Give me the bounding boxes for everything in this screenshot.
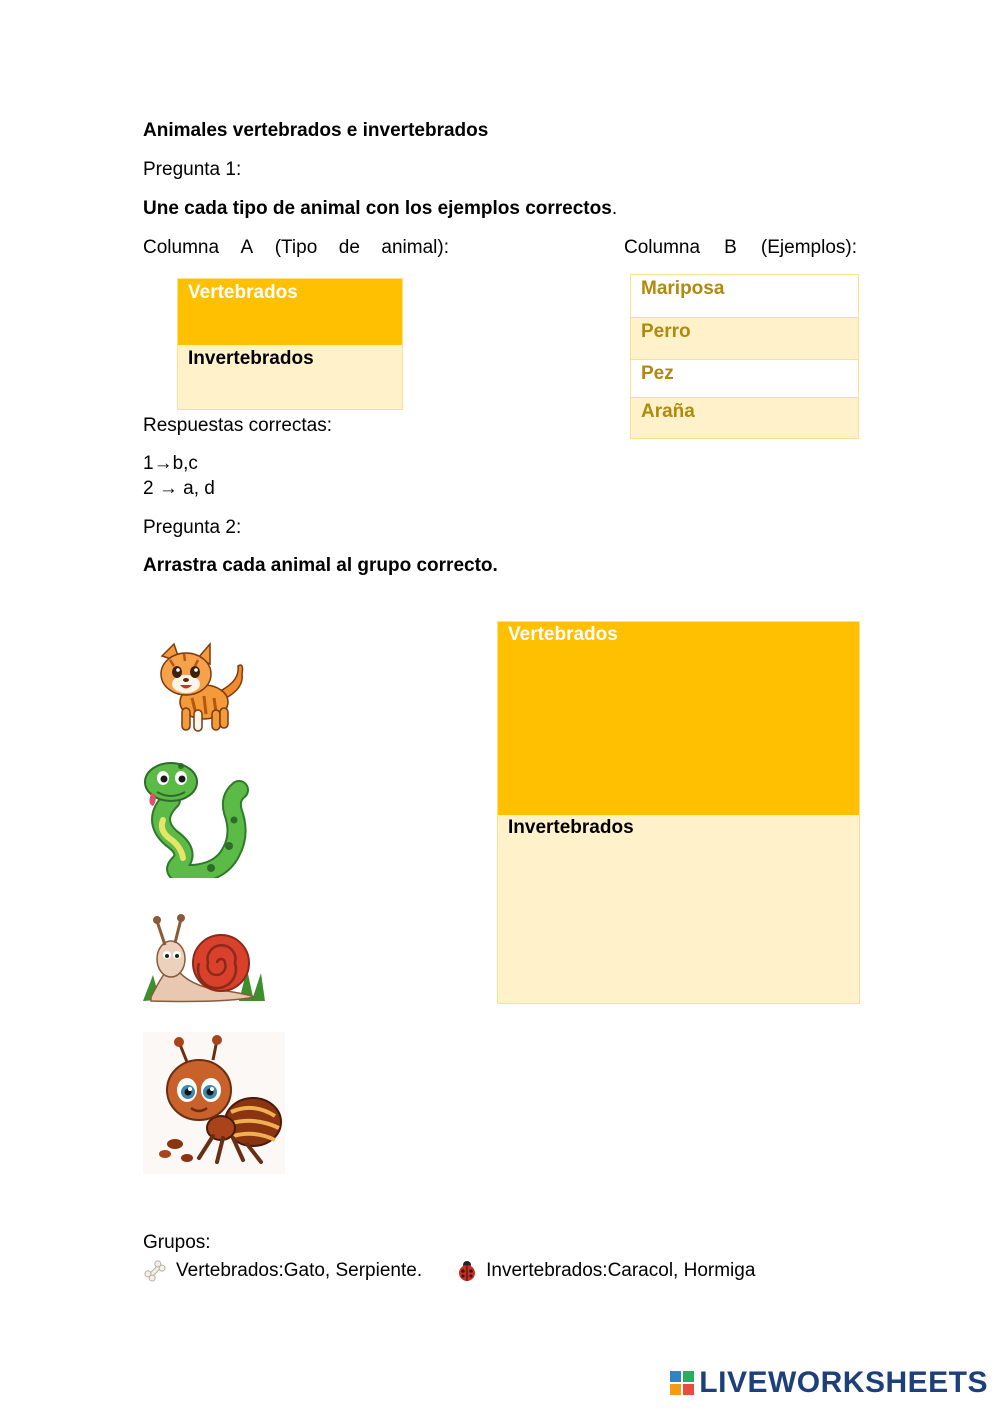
instruction-period: .	[611, 198, 618, 219]
cat-icon	[152, 640, 248, 736]
match-example-mariposa[interactable]: Mariposa	[631, 275, 858, 317]
ladybug-icon	[456, 1260, 478, 1282]
col-b-word: (Ejemplos):	[760, 237, 857, 258]
match-item-invertebrados[interactable]: Invertebrados	[178, 345, 402, 409]
col-b-word: Columna	[624, 237, 701, 258]
liveworksheets-logo	[669, 1366, 988, 1400]
group-vertebrados-text: Vertebrados:Gato, Serpiente.	[176, 1260, 423, 1281]
column-b-table	[630, 274, 859, 439]
col-a-word: A	[240, 237, 254, 258]
column-a-table	[177, 278, 403, 410]
logo-blocks-icon	[669, 1370, 695, 1396]
snake-image[interactable]	[141, 760, 253, 878]
answer-1: 1→b,c	[143, 453, 198, 474]
question-1-instruction	[143, 197, 617, 221]
drop-zone-container	[497, 621, 860, 1004]
ant-icon	[143, 1032, 285, 1174]
match-example-pez[interactable]: Pez	[631, 359, 858, 397]
answer-2: 2 → a, d	[143, 478, 215, 499]
question-1-label: Pregunta 1:	[143, 159, 242, 180]
ant-image[interactable]	[143, 1032, 285, 1174]
col-a-word: Columna	[143, 237, 220, 258]
column-b-heading	[624, 236, 857, 260]
group-invertebrados-text: Invertebrados:Caracol, Hormiga	[486, 1260, 756, 1281]
snail-image[interactable]	[143, 913, 265, 1003]
col-a-word: (Tipo	[274, 237, 318, 258]
question-2-instruction: Arrastra cada animal al grupo correcto.	[143, 555, 498, 576]
match-example-arana[interactable]: Araña	[631, 397, 858, 438]
instruction-text: Une cada tipo de animal con los ejemplos correctos	[143, 198, 612, 219]
question-2-label: Pregunta 2:	[143, 517, 242, 538]
logo-text: LIVEWORKSHEETS	[699, 1366, 988, 1399]
answers-label: Respuestas correctas:	[143, 415, 333, 436]
groups-line	[143, 1259, 755, 1283]
groups-label: Grupos:	[143, 1232, 211, 1253]
col-a-word: animal):	[381, 237, 449, 258]
match-item-vertebrados[interactable]: Vertebrados	[178, 279, 402, 345]
bone-icon	[143, 1259, 167, 1283]
col-b-word: B	[724, 237, 737, 258]
drop-zone-vertebrados[interactable]: Vertebrados	[498, 622, 859, 815]
snail-icon	[143, 913, 265, 1003]
column-a-heading	[143, 236, 449, 260]
page-title: Animales vertebrados e invertebrados	[143, 120, 489, 141]
cat-image[interactable]	[152, 640, 248, 736]
drop-zone-invertebrados[interactable]: Invertebrados	[498, 815, 859, 1003]
match-example-perro[interactable]: Perro	[631, 317, 858, 359]
col-a-word: de	[338, 237, 360, 258]
snake-icon	[141, 760, 253, 878]
